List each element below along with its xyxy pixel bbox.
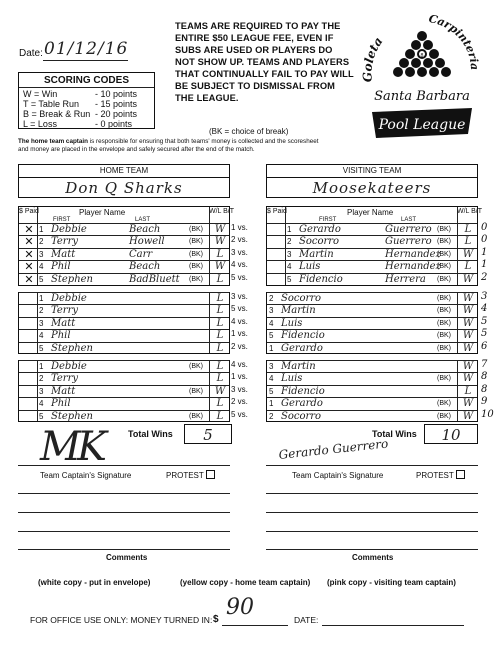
player-first-name[interactable]: Phil	[51, 398, 71, 410]
player-number: 2	[39, 374, 44, 384]
home-team-name[interactable]: Don Q Sharks	[65, 179, 183, 197]
table-row	[19, 248, 229, 261]
vs-marker: 5 vs.	[231, 272, 248, 282]
bk-note: (BK = choice of break)	[209, 127, 289, 136]
player-number: 3	[39, 249, 44, 259]
player-number: 2	[39, 237, 44, 247]
dollar-sign: $	[213, 614, 219, 625]
player-last-name[interactable]: Hernandez	[385, 248, 441, 260]
win-loss-mark[interactable]: L	[216, 373, 224, 385]
break-choice[interactable]: (BK)	[437, 226, 451, 233]
win-loss-mark[interactable]: W	[462, 398, 474, 410]
player-first-name[interactable]: Matt	[51, 248, 76, 260]
table-row	[267, 273, 477, 286]
break-choice[interactable]: (BK)	[189, 412, 203, 420]
player-number: 1	[39, 362, 44, 371]
player-first-name[interactable]: Martin	[281, 305, 316, 317]
table-row	[267, 360, 477, 373]
league-logo	[358, 12, 486, 142]
visiting-team-box	[266, 164, 478, 198]
col-first: FIRST	[53, 217, 71, 223]
win-loss-mark[interactable]: L	[216, 330, 224, 342]
player-first-name[interactable]: Gerardo	[299, 224, 341, 235]
svg-text:8: 8	[420, 53, 424, 59]
svg-text:Pool League: Pool League	[378, 117, 466, 133]
home-round3	[18, 360, 230, 422]
player-number: 2	[287, 237, 292, 247]
scoring-code: B = Break & Run - 20 points	[23, 109, 138, 119]
win-loss-mark[interactable]: L	[216, 305, 224, 317]
player-first-name[interactable]: Martin	[281, 361, 316, 372]
break-choice[interactable]: (BK)	[437, 307, 451, 315]
visiting-round2	[266, 292, 478, 354]
visiting-protest-checkbox[interactable]	[456, 470, 465, 479]
vs-marker: 4 vs.	[231, 360, 248, 369]
scoring-code: L = Loss - 0 points	[23, 119, 133, 129]
visiting-team-name[interactable]: Moosekateers	[312, 179, 432, 197]
win-loss-mark[interactable]: L	[464, 236, 472, 248]
table-row	[267, 329, 477, 342]
table-row	[19, 273, 229, 286]
player-first-name[interactable]: Luis	[299, 261, 321, 273]
win-loss-mark[interactable]: L	[464, 261, 472, 273]
running-win-count: 6	[481, 340, 488, 352]
table-row	[19, 372, 229, 385]
vs-marker: 3 vs.	[231, 247, 248, 257]
player-last-name[interactable]: BadBluett	[129, 273, 180, 285]
win-loss-mark[interactable]: W	[214, 224, 226, 235]
home-protest-label: PROTEST	[166, 471, 204, 480]
running-win-count: 7	[481, 359, 488, 370]
win-loss-mark[interactable]: W	[214, 385, 226, 397]
win-loss-mark[interactable]: L	[216, 248, 224, 260]
table-row	[267, 292, 477, 305]
player-number: 4	[39, 331, 44, 341]
player-last-name[interactable]: Hernandez	[385, 261, 441, 273]
home-captain-signature[interactable]: MK	[40, 424, 103, 470]
vs-marker: 2 vs.	[231, 235, 248, 245]
vs-marker: 3 vs.	[231, 292, 248, 301]
running-win-count: 2	[481, 271, 488, 283]
player-first-name[interactable]: Fidencio	[281, 385, 325, 397]
visiting-total-label: Total Wins	[372, 429, 417, 439]
win-loss-mark[interactable]: W	[462, 293, 474, 304]
fee-notice: TEAMS ARE REQUIRED TO PAY THE ENTIRE $50 LEAGUE FEE, EVEN IF SUBS ARE USED OR PLAYERS DO NOT SHOW UP. TEAMS AND PLAYERS THAT CONTINUALLY FAIL TO PAY WILL BE SUBJECT TO DISMISSAL FROM THE LEAGUE.	[175, 21, 354, 103]
player-first-name[interactable]: Socorro	[281, 293, 322, 304]
table-row	[267, 317, 477, 330]
win-loss-mark[interactable]: L	[216, 317, 224, 329]
table-row	[19, 292, 229, 305]
home-comments-label: Comments	[106, 553, 148, 562]
table-row	[267, 397, 477, 410]
win-loss-mark[interactable]: W	[462, 273, 474, 285]
scoring-codes-list	[23, 89, 153, 129]
col-paid: $ Paid	[267, 208, 287, 215]
player-first-name[interactable]: Gerardo	[281, 398, 323, 410]
col-last: LAST	[135, 217, 151, 223]
player-first-name[interactable]: Socorro	[299, 236, 340, 248]
win-loss-mark[interactable]: L	[216, 273, 224, 285]
table-row	[19, 385, 229, 398]
table-row	[19, 360, 229, 373]
table-row	[267, 235, 477, 248]
running-win-count: 3	[481, 291, 488, 302]
home-round2	[18, 292, 230, 354]
player-number: 5	[269, 386, 274, 396]
visiting-total-value: 10	[441, 426, 461, 444]
table-row	[267, 410, 477, 423]
player-number: 4	[39, 399, 44, 409]
player-first-name[interactable]: Terry	[51, 373, 79, 385]
player-first-name[interactable]: Stephen	[51, 342, 93, 354]
player-number: 3	[287, 249, 292, 259]
player-first-name[interactable]: Terry	[51, 236, 79, 248]
win-loss-mark[interactable]: W	[462, 361, 474, 372]
visiting-round1	[266, 206, 483, 286]
home-team-label: HOME TEAM	[19, 165, 229, 178]
table-row	[19, 235, 229, 248]
player-last-name[interactable]: Beach	[129, 261, 161, 273]
visiting-team-label: VISITING TEAM	[267, 165, 477, 178]
running-win-count: 0	[481, 222, 488, 233]
col-paid: $ Paid	[19, 208, 39, 215]
running-win-count: 1	[481, 246, 488, 258]
player-first-name[interactable]: Phil	[51, 330, 71, 342]
vs-marker: 4 vs.	[231, 260, 248, 270]
break-choice[interactable]: (BK)	[189, 263, 203, 271]
player-first-name[interactable]: Matt	[51, 385, 76, 397]
player-number: 1	[39, 225, 44, 234]
break-choice[interactable]: (BK)	[437, 375, 451, 383]
player-last-name[interactable]: Guerrero	[385, 236, 432, 248]
player-number: 2	[269, 411, 274, 421]
running-win-count: 5	[481, 328, 488, 340]
paid-mark[interactable]: ✕	[24, 273, 34, 286]
win-loss-mark[interactable]: L	[216, 410, 224, 422]
player-first-name[interactable]: Martin	[299, 248, 334, 260]
win-loss-mark[interactable]: W	[462, 305, 474, 317]
player-number: 4	[39, 262, 44, 272]
running-win-count: 9	[481, 396, 488, 408]
player-first-name[interactable]: Fidencio	[281, 330, 325, 342]
player-first-name[interactable]: Phil	[51, 261, 71, 273]
vs-marker: 2 vs.	[231, 397, 248, 407]
running-win-count: 10	[481, 408, 494, 420]
player-number: 3	[269, 362, 274, 371]
win-loss-mark[interactable]: L	[464, 224, 472, 235]
table-row	[19, 260, 229, 273]
table-row	[267, 385, 477, 398]
break-choice[interactable]: (BK)	[437, 275, 451, 283]
col-player: Player Name	[347, 208, 394, 217]
table-row	[267, 248, 477, 261]
break-choice[interactable]: (BK)	[437, 319, 451, 327]
vs-marker: 1 vs.	[231, 372, 248, 382]
win-loss-mark[interactable]: W	[214, 261, 226, 273]
player-number: 3	[269, 306, 274, 316]
pink-copy-note: (pink copy - visiting team captain)	[327, 578, 456, 587]
yellow-copy-note: (yellow copy - home team captain)	[180, 578, 311, 587]
scoring-code: T = Table Run - 15 points	[23, 99, 138, 109]
col-player: Player Name	[79, 208, 126, 217]
win-loss-mark[interactable]: W	[462, 410, 474, 422]
date-value[interactable]: 01/12/16	[44, 39, 129, 59]
running-win-count: 4	[481, 303, 488, 315]
col-wl: W/L B/T	[209, 208, 235, 215]
break-choice[interactable]: (BK)	[189, 363, 203, 370]
table-row	[267, 223, 477, 236]
svg-text:Goleta: Goleta	[360, 34, 386, 83]
col-last: LAST	[401, 217, 417, 223]
win-loss-mark[interactable]: W	[462, 248, 474, 260]
running-win-count: 5	[481, 315, 488, 327]
player-number: 5	[39, 343, 44, 353]
table-row	[19, 317, 229, 330]
break-choice[interactable]: (BK)	[437, 250, 451, 258]
break-choice[interactable]: (BK)	[437, 344, 451, 352]
break-choice[interactable]: (BK)	[189, 275, 203, 283]
office-use-label: FOR OFFICE USE ONLY: MONEY TURNED IN:	[30, 615, 213, 625]
win-loss-mark[interactable]: L	[216, 342, 224, 354]
vs-marker: 1 vs.	[231, 223, 248, 232]
visiting-protest-label: PROTEST	[416, 471, 454, 480]
player-first-name[interactable]: Socorro	[281, 410, 322, 422]
player-last-name[interactable]: Beach	[129, 224, 161, 235]
player-number: 1	[269, 399, 274, 409]
player-last-name[interactable]: Guerrero	[385, 224, 432, 235]
money-turned-in-value[interactable]: 90	[226, 595, 254, 620]
break-choice[interactable]: (BK)	[189, 226, 203, 233]
scoring-code: W = Win - 10 points	[23, 89, 138, 99]
win-loss-mark[interactable]: L	[216, 361, 224, 372]
player-number: 1	[269, 343, 274, 353]
paid-mark[interactable]: ✕	[24, 261, 34, 274]
break-choice[interactable]: (BK)	[437, 295, 451, 302]
visiting-total-box[interactable]	[424, 424, 478, 444]
player-first-name[interactable]: Luis	[281, 317, 303, 329]
paid-mark[interactable]: ✕	[24, 224, 34, 236]
player-first-name[interactable]: Stephen	[51, 410, 93, 422]
player-first-name[interactable]: Debbie	[51, 361, 87, 372]
home-round1	[18, 206, 235, 286]
break-choice[interactable]: (BK)	[437, 400, 451, 408]
scoring-codes-title: SCORING CODES	[43, 75, 129, 86]
vs-marker: 2 vs.	[231, 341, 248, 351]
player-last-name[interactable]: Howell	[129, 236, 165, 248]
vs-marker: 4 vs.	[231, 316, 248, 326]
home-sig-label: Team Captain's Signature	[40, 471, 132, 480]
win-loss-mark[interactable]: W	[462, 330, 474, 342]
vs-marker: 5 vs.	[231, 304, 248, 314]
table-row	[267, 304, 477, 317]
player-first-name[interactable]: Terry	[51, 305, 79, 317]
running-win-count: 8	[481, 383, 488, 395]
player-first-name[interactable]: Gerardo	[281, 342, 323, 354]
vs-marker: 5 vs.	[231, 409, 248, 419]
player-number: 4	[287, 262, 292, 272]
player-number: 5	[287, 274, 292, 284]
visiting-captain-signature[interactable]: Gerardo Guerrero	[278, 436, 389, 462]
captain-instructions: The home team captain is responsible for ensuring that both teams' money is collected and the scoresheet and money are placed in the envelope and safely secured after the end of the match.	[18, 138, 319, 153]
svg-text:Carpinteria: Carpinteria	[427, 12, 482, 71]
visiting-round3	[266, 360, 478, 422]
player-number: 3	[39, 318, 44, 328]
paid-mark[interactable]: ✕	[24, 248, 34, 261]
home-total-box[interactable]	[184, 424, 232, 444]
col-wl: W/L B/T	[457, 208, 483, 215]
pool-balls-icon	[358, 12, 486, 142]
win-loss-mark[interactable]: L	[464, 385, 472, 397]
table-row	[267, 372, 477, 385]
svg-text:Santa Barbara: Santa Barbara	[374, 89, 470, 104]
win-loss-mark[interactable]: W	[462, 342, 474, 354]
date-label: Date:	[19, 48, 43, 59]
scoring-codes-box	[18, 72, 155, 129]
player-number: 4	[269, 318, 274, 328]
break-choice[interactable]: (BK)	[437, 263, 451, 271]
player-number: 5	[39, 411, 44, 421]
table-row	[19, 410, 229, 423]
player-number: 2	[39, 306, 44, 316]
win-loss-mark[interactable]: W	[462, 373, 474, 385]
break-choice[interactable]: (BK)	[189, 387, 203, 395]
break-choice[interactable]: (BK)	[437, 238, 451, 246]
home-team-box	[18, 164, 230, 198]
running-win-count: 8	[481, 371, 488, 383]
col-first: FIRST	[319, 217, 337, 223]
break-choice[interactable]: (BK)	[189, 250, 203, 258]
table-row	[19, 223, 229, 236]
vs-marker: 3 vs.	[231, 384, 248, 394]
player-number: 4	[269, 374, 274, 384]
player-first-name[interactable]: Luis	[281, 373, 303, 385]
player-first-name[interactable]: Debbie	[51, 224, 87, 235]
win-loss-mark[interactable]: L	[216, 293, 224, 304]
table-row	[267, 342, 477, 355]
home-total-value: 5	[203, 426, 213, 444]
player-first-name[interactable]: Fidencio	[299, 273, 343, 285]
table-row	[19, 397, 229, 410]
table-row	[267, 260, 477, 273]
player-number: 3	[39, 386, 44, 396]
visiting-sig-label: Team Captain's Signature	[292, 471, 384, 480]
white-copy-note: (white copy - put in envelope)	[38, 578, 151, 587]
player-first-name[interactable]: Stephen	[51, 273, 93, 285]
office-date-label: DATE:	[294, 615, 319, 625]
home-total-label: Total Wins	[128, 429, 173, 439]
win-loss-mark[interactable]: L	[216, 398, 224, 410]
home-protest-checkbox[interactable]	[206, 470, 215, 479]
table-row	[19, 304, 229, 317]
running-win-count: 0	[481, 234, 488, 246]
player-number: 2	[269, 294, 274, 303]
player-last-name[interactable]: Herrera	[385, 273, 426, 285]
break-choice[interactable]: (BK)	[437, 332, 451, 340]
paid-mark[interactable]: ✕	[24, 236, 34, 249]
win-loss-mark[interactable]: W	[214, 236, 226, 248]
player-number: 1	[39, 294, 44, 303]
player-number: 1	[287, 225, 292, 234]
break-choice[interactable]: (BK)	[189, 238, 203, 246]
break-choice[interactable]: (BK)	[437, 412, 451, 420]
vs-marker: 1 vs.	[231, 329, 248, 339]
player-last-name[interactable]: Carr	[129, 248, 153, 260]
player-first-name[interactable]: Debbie	[51, 293, 87, 304]
table-row	[19, 329, 229, 342]
table-row	[19, 342, 229, 355]
visiting-comments-label: Comments	[352, 553, 394, 562]
running-win-count: 1	[481, 259, 488, 271]
player-first-name[interactable]: Matt	[51, 317, 76, 329]
player-number: 5	[269, 331, 274, 341]
win-loss-mark[interactable]: W	[462, 317, 474, 329]
player-number: 5	[39, 274, 44, 284]
